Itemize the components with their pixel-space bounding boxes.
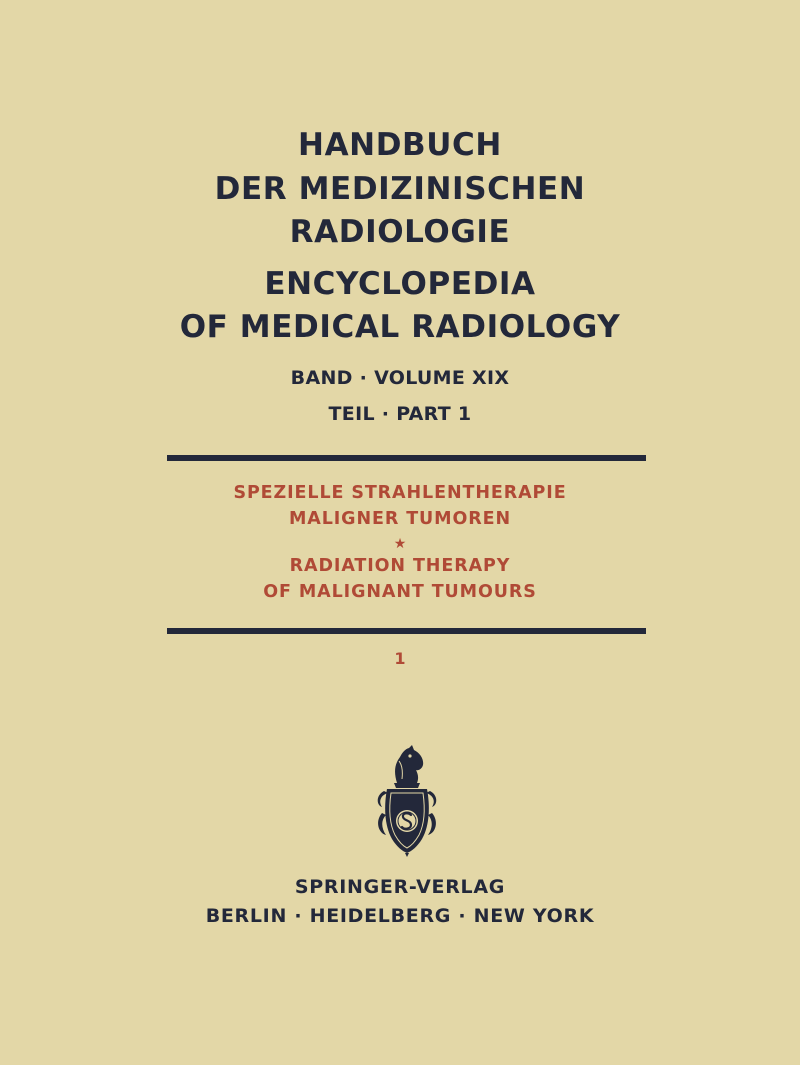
title-line-2: DER MEDIZINISCHEN — [214, 171, 586, 207]
volume-label: BAND · VOLUME XIX — [290, 367, 510, 389]
part-label: TEIL · PART 1 — [328, 403, 472, 425]
title-line-3: RADIOLOGIE — [289, 214, 511, 250]
title-line-1: HANDBUCH — [298, 127, 502, 163]
publisher-cities: BERLIN · HEIDELBERG · NEW YORK — [205, 905, 595, 927]
subtitle-de-line-2: MALIGNER TUMOREN — [288, 509, 512, 529]
part-number: 1 — [394, 649, 406, 668]
subtitle-en-line-2: OF MALIGNANT TUMOURS — [263, 582, 537, 602]
star-separator-icon: ★ — [393, 536, 407, 552]
springer-chess-knight-logo-icon — [372, 743, 442, 858]
subtitle-en-line-1: RADIATION THERAPY — [289, 556, 511, 576]
top-rule — [167, 455, 646, 461]
subtitle-de-line-1: SPEZIELLE STRAHLENTHERAPIE — [233, 483, 567, 503]
title-line-4: ENCYCLOPEDIA — [264, 266, 536, 302]
title-line-5: OF MEDICAL RADIOLOGY — [179, 309, 621, 345]
bottom-rule — [167, 628, 646, 634]
publisher-name: SPRINGER-VERLAG — [294, 876, 506, 898]
